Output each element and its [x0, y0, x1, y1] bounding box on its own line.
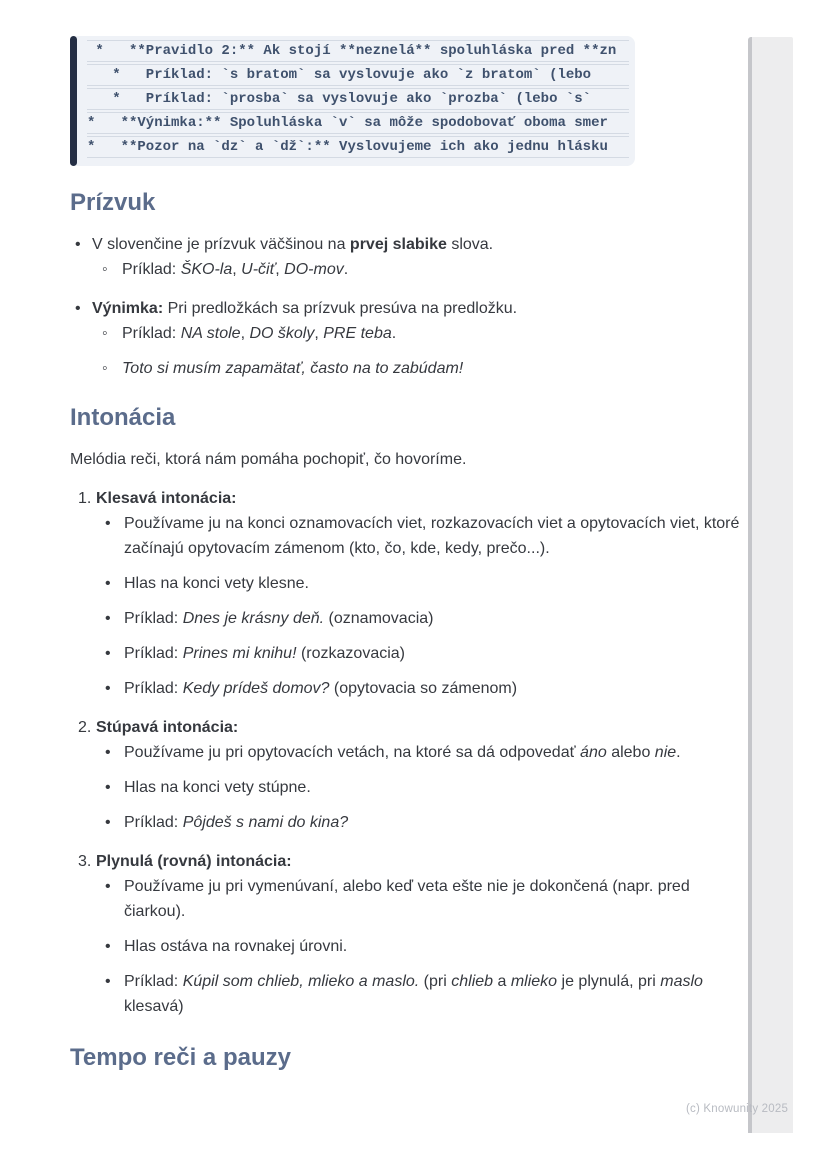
- text-run: mlieko: [510, 973, 558, 990]
- markdown-code-block: [70, 36, 635, 166]
- circle-bullet-icon: ◦: [102, 360, 108, 377]
- text-run: DO školy: [249, 325, 315, 342]
- code-line: * Príklad: `prosba` sa vyslovuje ako `prozba` (lebo `s`: [87, 88, 629, 110]
- bullet-icon: •: [105, 779, 111, 796]
- number-marker: 2.: [78, 719, 92, 736]
- text-run: .: [343, 261, 349, 278]
- list-item-text: [92, 232, 746, 257]
- list-item-text: [124, 571, 746, 596]
- text-run: (oznamovacia): [324, 610, 434, 627]
- circle-bullet-icon: ◦: [102, 325, 108, 342]
- code-line: * **Výnimka:** Spoluhláska `v` sa môže spodobovať oboma smer: [87, 112, 629, 134]
- text-run: ŠKO-la: [180, 261, 233, 278]
- prizvuk-bullet-list: [70, 232, 746, 381]
- text-run: Hlas na konci vety stúpne.: [124, 779, 311, 796]
- watermark: (c) Knowunity 2025: [686, 1103, 789, 1115]
- code-lines: [87, 40, 629, 158]
- intonacia-numbered-list: [70, 486, 746, 1019]
- text-run: a: [493, 973, 511, 990]
- nested-list: [96, 740, 746, 835]
- code-line: * **Pravidlo 2:** Ak stojí **neznelá** spoluhláska pred **zn: [87, 40, 629, 62]
- bullet-icon: •: [105, 610, 111, 627]
- number-marker: 3.: [78, 853, 92, 870]
- list-item: [96, 641, 746, 666]
- list-item-text: [124, 810, 746, 835]
- list-item: [92, 321, 746, 346]
- text-run: Kúpil som chlieb, mlieko a maslo.: [182, 973, 420, 990]
- text-run: Pri predložkách sa prízvuk presúva na predložku.: [163, 300, 518, 317]
- list-item: [96, 606, 746, 631]
- text-run: DO-mov: [284, 261, 344, 278]
- list-item: [92, 356, 746, 381]
- text-run: Plynulá (rovná) intonácia:: [96, 853, 292, 870]
- bullet-icon: •: [75, 236, 81, 253]
- bullet-icon: •: [105, 515, 111, 532]
- text-run: Príklad:: [124, 645, 183, 662]
- section-heading-tempo: Tempo reči a pauzy: [70, 1044, 291, 1071]
- bullet-icon: •: [105, 744, 111, 761]
- list-item: [70, 486, 746, 701]
- list-item-text: [124, 676, 746, 701]
- list-item-text: [92, 296, 746, 321]
- list-item-text: [96, 849, 746, 874]
- viewer-background-strip: [748, 37, 793, 1133]
- text-run: V slovenčine je prízvuk väčšinou na: [92, 236, 350, 253]
- text-run: .: [391, 325, 397, 342]
- text-run: Kedy prídeš domov?: [182, 680, 330, 697]
- text-run: Hlas ostáva na rovnakej úrovni.: [124, 938, 348, 955]
- section-prizvuk: [70, 188, 746, 381]
- text-run: ,: [314, 325, 324, 342]
- nested-list: [96, 874, 746, 1019]
- list-item: [96, 740, 746, 765]
- text-run: Prines mi knihu!: [182, 645, 297, 662]
- list-item: [70, 296, 746, 381]
- text-run: Používame ju pri vymenúvaní, alebo keď veta ešte nie je dokončená (napr. pred čiarkou).: [124, 878, 690, 920]
- text-run: Toto si musím zapamätať, často na to zabúdam!: [122, 360, 464, 377]
- text-run: (opytovacia so zámenom): [329, 680, 518, 697]
- list-item: [96, 511, 746, 561]
- list-item: [70, 715, 746, 835]
- bullet-icon: •: [105, 575, 111, 592]
- text-run: slova.: [446, 236, 494, 253]
- text-run: ,: [275, 261, 285, 278]
- list-item: [70, 849, 746, 1019]
- text-run: je plynulá, pri: [557, 973, 661, 990]
- text-run: Používame ju pri opytovacích vetách, na ktoré sa dá odpovedať: [124, 744, 581, 761]
- text-run: chlieb: [451, 973, 494, 990]
- bullet-icon: •: [105, 645, 111, 662]
- text-run: (pri: [419, 973, 452, 990]
- text-run: U-čiť: [241, 261, 276, 278]
- page-content: [70, 36, 746, 1087]
- text-run: áno: [580, 744, 607, 761]
- text-run: prvej slabike: [349, 236, 447, 253]
- bullet-icon: •: [105, 814, 111, 831]
- list-item: [96, 969, 746, 1019]
- circle-bullet-icon: ◦: [102, 261, 108, 278]
- list-item-text: [124, 874, 746, 924]
- text-run: Pôjdeš s nami do kina?: [182, 814, 349, 831]
- code-line: * **Pozor na `dz` a `dž`:** Vyslovujeme ich ako jednu hlásku: [87, 136, 629, 158]
- section-intonacia: [70, 403, 746, 1019]
- text-run: Príklad:: [124, 973, 183, 990]
- list-item-text: [122, 321, 746, 346]
- list-item-text: [124, 641, 746, 666]
- section-heading-prizvuk: Prízvuk: [70, 189, 156, 216]
- code-block-accent-bar: [70, 36, 77, 166]
- text-run: Príklad:: [124, 610, 183, 627]
- list-item-text: [96, 486, 746, 511]
- list-item: [70, 232, 746, 282]
- intonacia-intro-paragraph: Melódia reči, ktorá nám pomáha pochopiť, čo hovoríme.: [70, 451, 467, 468]
- text-run: klesavá): [124, 998, 184, 1015]
- list-item-text: [124, 511, 746, 561]
- text-run: ,: [240, 325, 250, 342]
- text-run: Výnimka:: [92, 300, 164, 317]
- section-tempo: [70, 1043, 746, 1073]
- list-item: [96, 874, 746, 924]
- section-heading-intonacia: Intonácia: [70, 404, 176, 431]
- text-run: maslo: [660, 973, 703, 990]
- nested-list: [96, 511, 746, 701]
- list-item-text: [124, 740, 746, 765]
- list-item-text: [124, 606, 746, 631]
- bullet-icon: •: [105, 878, 111, 895]
- list-item-text: [96, 715, 746, 740]
- text-run: Klesavá intonácia:: [96, 490, 237, 507]
- text-run: (rozkazovacia): [296, 645, 405, 662]
- nested-list: [92, 321, 746, 381]
- list-item: [96, 775, 746, 800]
- text-run: .: [676, 744, 681, 761]
- number-marker: 1.: [78, 490, 92, 507]
- text-run: Hlas na konci vety klesne.: [124, 575, 309, 592]
- code-line: * Príklad: `s bratom` sa vyslovuje ako `z bratom` (lebo: [87, 64, 629, 86]
- text-run: ,: [232, 261, 242, 278]
- list-item-text: [124, 775, 746, 800]
- list-item-text: [122, 356, 746, 381]
- text-run: Používame ju na konci oznamovacích viet, rozkazovacích viet a opytovacích viet, ktoré začínajú opytovacím zámenom (kto, čo, kde, kedy, prečo...).: [124, 515, 740, 557]
- text-run: nie: [654, 744, 677, 761]
- nested-list: [92, 257, 746, 282]
- text-run: PRE teba: [323, 325, 392, 342]
- bullet-icon: •: [75, 300, 81, 317]
- text-run: alebo: [606, 744, 655, 761]
- list-item-text: [124, 934, 746, 959]
- text-run: Príklad:: [124, 814, 183, 831]
- list-item: [96, 676, 746, 701]
- list-item: [96, 810, 746, 835]
- text-run: NA stole: [180, 325, 241, 342]
- text-run: Príklad:: [122, 261, 181, 278]
- list-item: [96, 934, 746, 959]
- list-item: [96, 571, 746, 596]
- bullet-icon: •: [105, 680, 111, 697]
- list-item-text: [122, 257, 746, 282]
- bullet-icon: •: [105, 973, 111, 990]
- text-run: Dnes je krásny deň.: [182, 610, 325, 627]
- bullet-icon: •: [105, 938, 111, 955]
- text-run: Príklad:: [124, 680, 183, 697]
- list-item-text: [124, 969, 746, 1019]
- list-item: [92, 257, 746, 282]
- text-run: Príklad:: [122, 325, 181, 342]
- text-run: Stúpavá intonácia:: [96, 719, 239, 736]
